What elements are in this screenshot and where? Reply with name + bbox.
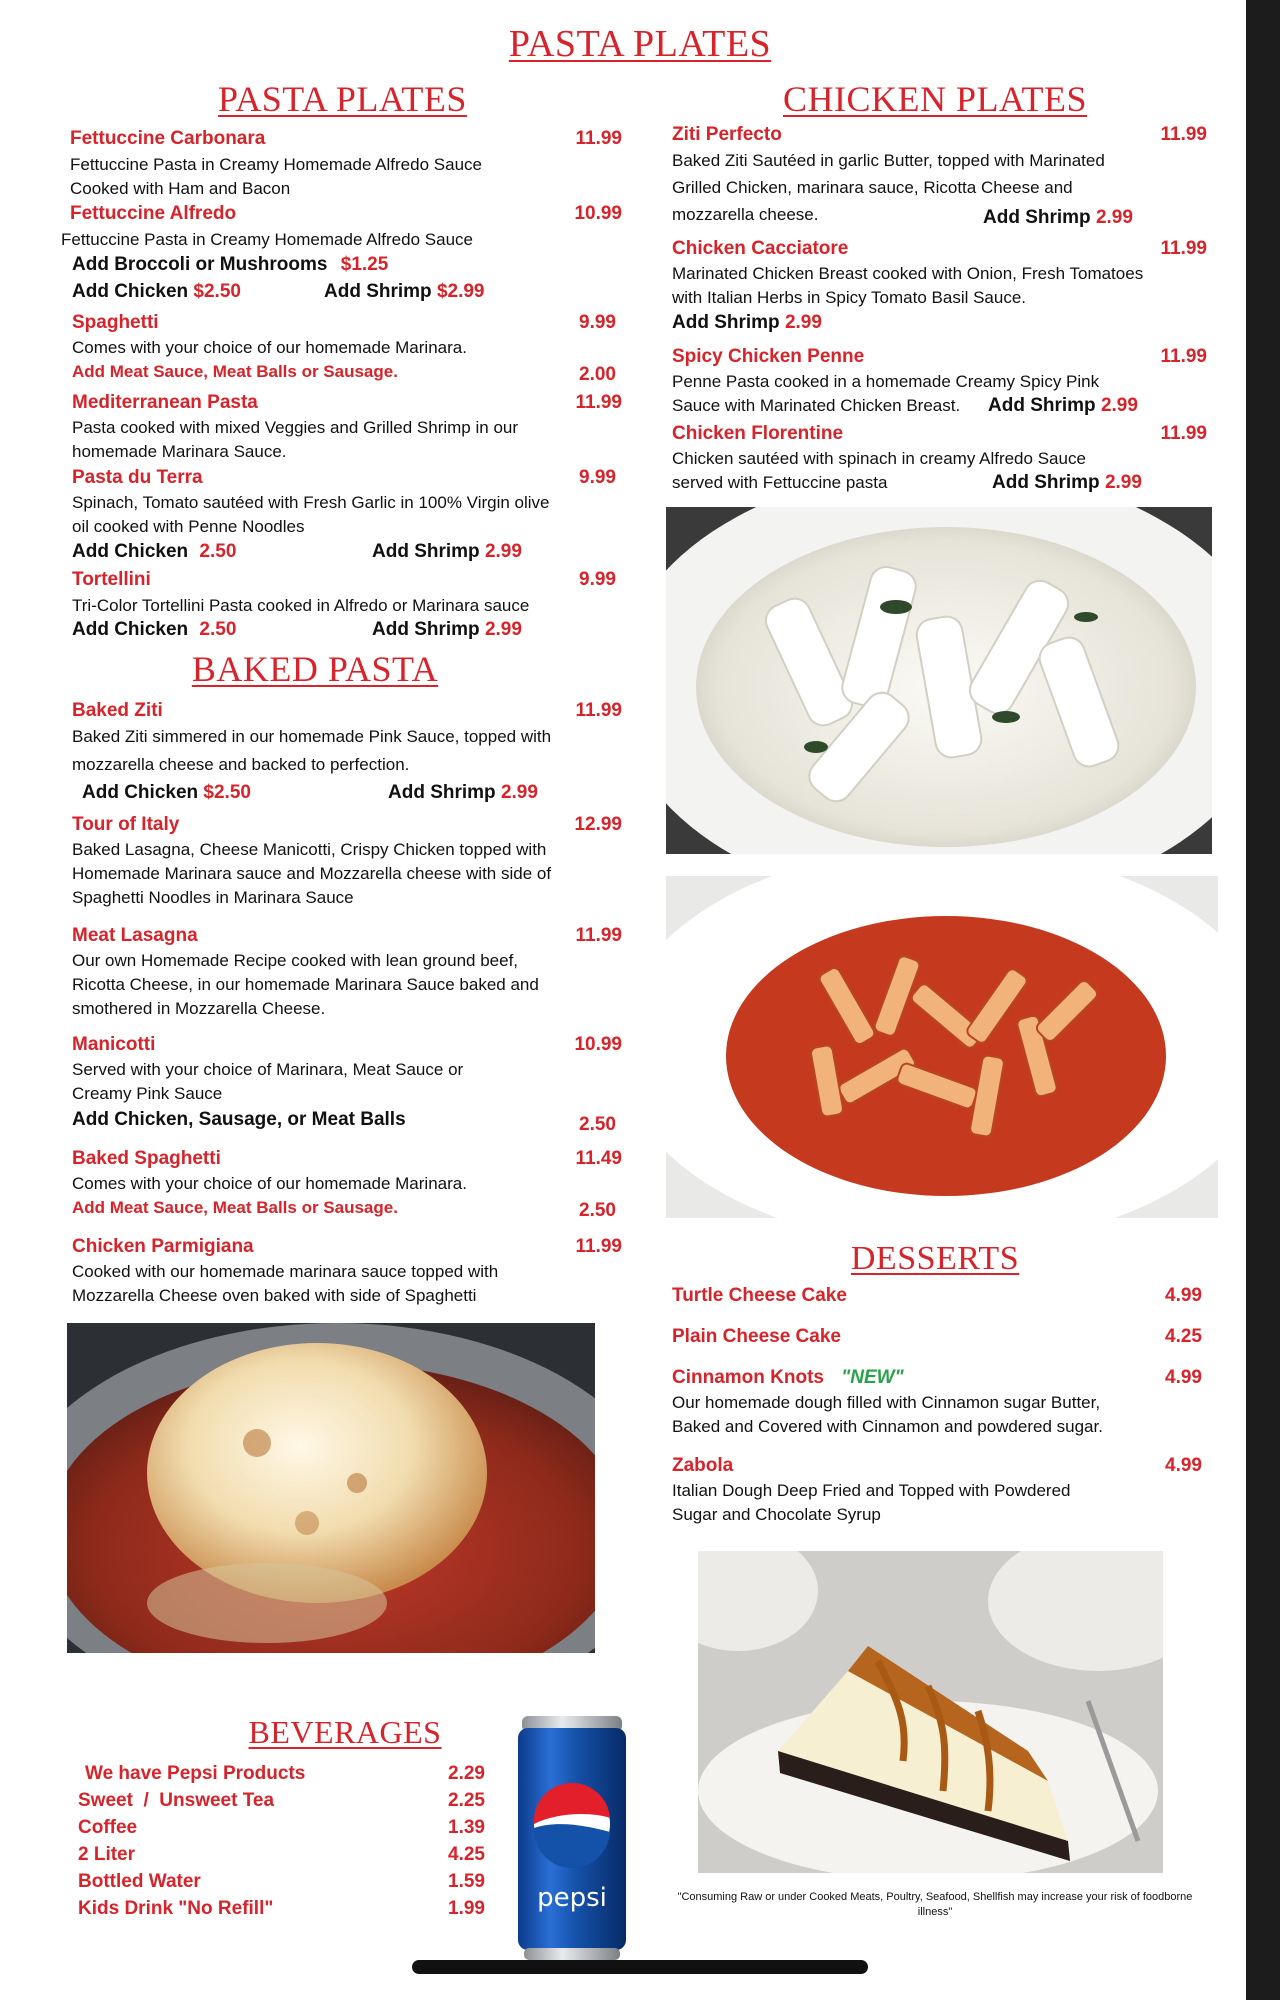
beverage-name: Sweet / Unsweet Tea	[78, 1790, 275, 1811]
beverage-price: 4.25	[448, 1844, 485, 1865]
add-on-price: 2.50	[579, 1114, 616, 1135]
item-name: Tortellini	[72, 569, 151, 590]
beverage-price: 2.29	[448, 1763, 485, 1784]
item-name: Pasta du Terra	[72, 467, 203, 488]
item-name: Tour of Italy	[72, 814, 180, 835]
add-on-price: 2.99	[500, 782, 538, 803]
add-on-label: Add Chicken	[82, 782, 199, 803]
page-edge	[1246, 0, 1280, 2000]
add-on-label: Add Shrimp	[324, 281, 432, 302]
item-name: Spaghetti	[72, 312, 159, 333]
add-on-label: Add Shrimp	[372, 541, 480, 562]
beverage-name: Kids Drink "No Refill"	[78, 1898, 274, 1919]
marinara-penne-image	[666, 876, 1218, 1218]
item-description: Comes with your choice of our homemade Marinara.	[72, 338, 467, 357]
add-on-price: $1.25	[340, 254, 389, 275]
add-on-price: $2.99	[436, 281, 485, 302]
add-on-shrimp	[992, 472, 1142, 494]
add-on-label: Add Shrimp	[992, 472, 1100, 493]
item-price: 11.99	[1160, 238, 1207, 259]
add-on-price: 2.99	[1095, 207, 1133, 228]
add-on-shrimp	[372, 619, 522, 641]
alfredo-penne-photo	[666, 507, 1212, 854]
item-price: 12.99	[574, 814, 622, 835]
item-description: Cooked with our homemade marinara sauce topped with Mozzarella Cheese oven baked with side of Spaghetti	[72, 1262, 499, 1305]
pepsi-can	[516, 1716, 628, 1962]
item-price: 11.99	[1160, 423, 1207, 444]
chicken-parmigiana-photo	[67, 1323, 595, 1653]
item-description: Spinach, Tomato sautéed with Fresh Garlic in 100% Virgin olive oil cooked with Penne Noodles	[72, 493, 550, 536]
pepsi-can-image	[516, 1716, 628, 1962]
add-on-label: Add Chicken	[72, 541, 189, 562]
add-on-price: 2.00	[579, 364, 616, 385]
pepsi-can-logo: pepsi	[537, 1883, 607, 1913]
add-on-label: Add Shrimp	[988, 395, 1096, 416]
section-heading-baked: BAKED PASTA	[191, 649, 439, 689]
item-price: 11.99	[575, 128, 622, 149]
item-description: Italian Dough Deep Fried and Topped with Powdered Sugar and Chocolate Syrup	[672, 1481, 1071, 1524]
add-on-price: 2.99	[484, 619, 522, 640]
item-price: 4.99	[1165, 1455, 1202, 1476]
home-indicator[interactable]	[412, 1960, 868, 1974]
item-name: Baked Ziti	[72, 700, 163, 721]
beverage-price: 2.25	[448, 1790, 485, 1811]
add-on-label: Add Shrimp	[388, 782, 496, 803]
item-description: Our homemade dough filled with Cinnamon sugar Butter, Baked and Covered with Cinnamon and powdered sugar.	[672, 1393, 1103, 1436]
item-price: 11.99	[1160, 346, 1207, 367]
item-price: 11.99	[1160, 124, 1207, 145]
item-price: 11.99	[575, 392, 622, 413]
add-on-shrimp	[388, 782, 538, 804]
item-name: Manicotti	[72, 1034, 156, 1055]
add-on-shrimp	[372, 541, 522, 563]
alfredo-penne-image	[666, 507, 1212, 854]
section-heading-desserts: DESSERTS	[850, 1240, 1020, 1277]
add-on-price: $2.50	[193, 281, 241, 302]
item-name: Mediterranean Pasta	[72, 392, 258, 413]
chicken-parmigiana-image	[67, 1323, 595, 1653]
item-price: 4.99	[1165, 1285, 1202, 1306]
add-on-label: Add Shrimp	[672, 312, 780, 333]
beverage-name: Bottled Water	[78, 1871, 201, 1892]
item-description: Served with your choice of Marinara, Meat Sauce or Creamy Pink Sauce	[72, 1060, 464, 1103]
item-price: 4.25	[1165, 1326, 1202, 1347]
item-price: 11.99	[575, 700, 622, 721]
beverage-name: We have Pepsi Products	[85, 1763, 306, 1784]
add-on-label: Add Chicken	[72, 281, 189, 302]
marinara-penne-photo	[666, 876, 1218, 1218]
add-on-price: 2.50	[579, 1200, 616, 1221]
add-on-meat-sauce: Add Meat Sauce, Meat Balls or Sausage.	[72, 362, 398, 381]
add-on-price: 2.50	[199, 619, 237, 640]
dessert-name: Cinnamon Knots	[672, 1367, 824, 1388]
add-on-price: 2.99	[1100, 395, 1138, 416]
cheesecake-photo	[698, 1551, 1163, 1873]
add-on-price: 2.99	[484, 541, 522, 562]
item-name: Zabola	[672, 1455, 734, 1476]
item-name: Fettuccine Alfredo	[70, 203, 237, 224]
add-on-shrimp	[672, 312, 822, 334]
item-description: Pasta cooked with mixed Veggies and Grilled Shrimp in our homemade Marinara Sauce.	[72, 418, 519, 461]
beverage-price: 1.59	[448, 1871, 485, 1892]
item-name	[672, 1367, 904, 1389]
item-description: Fettuccine Pasta in Creamy Homemade Alfredo Sauce Cooked with Ham and Bacon	[70, 155, 482, 198]
add-on-chicken	[72, 619, 236, 641]
beverage-name: Coffee	[78, 1817, 138, 1838]
item-description: Baked Ziti Sautéed in garlic Butter, topped with Marinated Grilled Chicken, marinara sauce, Ricotta Cheese and mozzarella cheese.	[672, 151, 1105, 224]
item-description: Comes with your choice of our homemade Marinara.	[72, 1174, 467, 1193]
add-on-shrimp	[988, 395, 1138, 417]
new-badge: "NEW"	[841, 1367, 904, 1388]
item-name: Plain Cheese Cake	[672, 1326, 841, 1347]
item-description: Chicken sautéed with spinach in creamy Alfredo Sauce served with Fettuccine pasta	[672, 449, 1086, 492]
item-price: 10.99	[574, 203, 622, 224]
item-price: 9.99	[579, 312, 616, 333]
item-description: Fettuccine Pasta in Creamy Homemade Alfredo Sauce	[61, 230, 473, 249]
item-price: 11.49	[575, 1148, 622, 1169]
section-heading-pasta: PASTA PLATES	[218, 79, 467, 119]
add-on-manicotti: Add Chicken, Sausage, or Meat Balls	[72, 1109, 406, 1130]
section-heading-beverages: BEVERAGES	[248, 1714, 442, 1750]
add-on-price: 2.99	[784, 312, 822, 333]
add-on-chicken	[72, 281, 241, 303]
add-on-price: 2.50	[199, 541, 237, 562]
item-description: Our own Homemade Recipe cooked with lean ground beef, Ricotta Cheese, in our homemade Marinara Sauce baked and smothered in Mozzarella Cheese.	[72, 951, 539, 1018]
item-price: 10.99	[574, 1034, 622, 1055]
item-name: Baked Spaghetti	[72, 1148, 221, 1169]
item-name: Fettuccine Carbonara	[70, 128, 266, 149]
beverage-price: 1.99	[448, 1898, 485, 1919]
page-title: PASTA PLATES	[508, 23, 772, 65]
item-description: Baked Ziti simmered in our homemade Pink Sauce, topped with mozzarella cheese and backed to perfection.	[72, 727, 552, 774]
add-on-shrimp	[324, 281, 485, 303]
item-name: Ziti Perfecto	[672, 124, 782, 145]
beverage-name: 2 Liter	[78, 1844, 136, 1865]
add-on-chicken	[72, 541, 236, 563]
item-price: 9.99	[579, 569, 616, 590]
add-on-shrimp	[983, 207, 1133, 229]
add-on-label: Add Shrimp	[372, 619, 480, 640]
item-name: Spicy Chicken Penne	[672, 346, 865, 367]
item-name: Turtle Cheese Cake	[672, 1285, 847, 1306]
item-name: Meat Lasagna	[72, 925, 198, 946]
item-price: 9.99	[579, 467, 616, 488]
section-heading-chicken: CHICKEN PLATES	[782, 79, 1088, 119]
add-on-chicken	[82, 782, 251, 804]
item-name: Chicken Florentine	[672, 423, 844, 444]
food-safety-disclaimer: "Consuming Raw or under Cooked Meats, Poultry, Seafood, Shellfish may increase your risk of foodborne illness"	[677, 1891, 1193, 1918]
item-price: 4.99	[1165, 1367, 1202, 1388]
item-price: 11.99	[575, 1236, 622, 1257]
item-name: Chicken Parmigiana	[72, 1236, 254, 1257]
add-on-label: Add Shrimp	[983, 207, 1091, 228]
item-description: Baked Lasagna, Cheese Manicotti, Crispy Chicken topped with Homemade Marinara sauce and Mozzarella cheese with side of Spaghetti Noodles in Marinara Sauce	[72, 840, 552, 907]
add-on-broccoli	[72, 254, 388, 276]
add-on-meat-sauce: Add Meat Sauce, Meat Balls or Sausage.	[72, 1198, 398, 1217]
add-on-label: Add Chicken	[72, 619, 189, 640]
cheesecake-image	[698, 1551, 1163, 1873]
item-name: Chicken Cacciatore	[672, 238, 849, 259]
item-description: Marinated Chicken Breast cooked with Onion, Fresh Tomatoes with Italian Herbs in Spicy Tomato Basil Sauce.	[672, 264, 1144, 307]
add-on-price: 2.99	[1104, 472, 1142, 493]
item-price: 11.99	[575, 925, 622, 946]
item-description: Penne Pasta cooked in a homemade Creamy Spicy Pink Sauce with Marinated Chicken Breast.	[672, 372, 1100, 415]
add-on-label: Add Broccoli or Mushrooms	[72, 254, 328, 275]
item-description: Tri-Color Tortellini Pasta cooked in Alfredo or Marinara sauce	[72, 596, 530, 615]
beverage-price: 1.39	[448, 1817, 485, 1838]
add-on-price: $2.50	[203, 782, 251, 803]
